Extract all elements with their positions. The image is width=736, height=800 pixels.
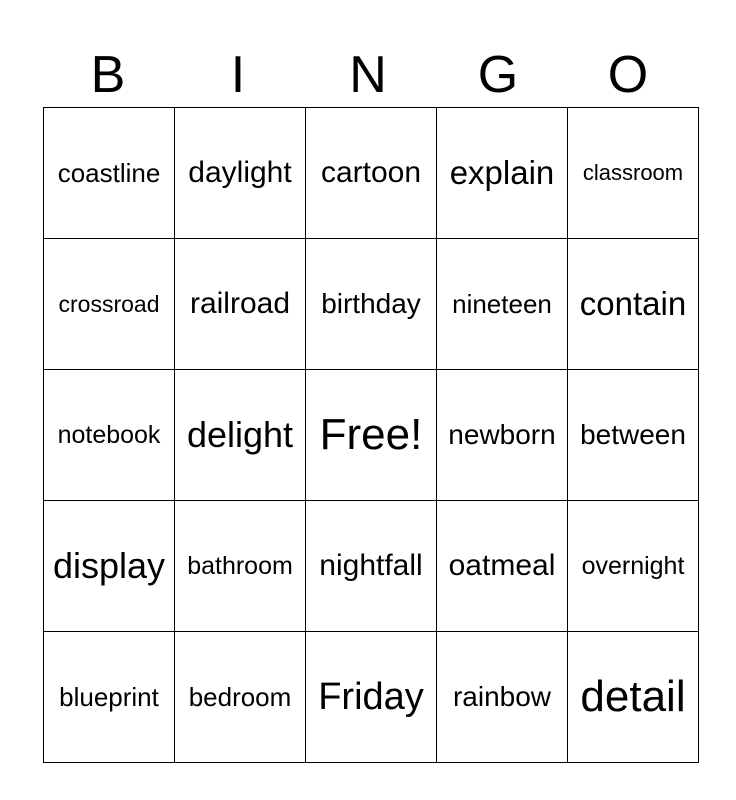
- bingo-cell[interactable]: notebook: [44, 370, 175, 501]
- bingo-cell[interactable]: classroom: [568, 108, 699, 239]
- board-row: [44, 501, 699, 632]
- bingo-cell[interactable]: crossroad: [44, 239, 175, 370]
- board-row: [44, 370, 699, 501]
- bingo-cell[interactable]: contain: [568, 239, 699, 370]
- bingo-cell[interactable]: newborn: [437, 370, 568, 501]
- bingo-cell[interactable]: birthday: [306, 239, 437, 370]
- bingo-cell[interactable]: bedroom: [175, 632, 306, 763]
- free-cell[interactable]: Free!: [306, 370, 437, 501]
- bingo-cell[interactable]: rainbow: [437, 632, 568, 763]
- board-row: [44, 108, 699, 239]
- header-letter-o: O: [607, 46, 649, 104]
- bingo-cell[interactable]: explain: [437, 108, 568, 239]
- bingo-cell[interactable]: nineteen: [437, 239, 568, 370]
- board-row: [44, 632, 699, 763]
- bingo-cell[interactable]: display: [44, 501, 175, 632]
- header-letter-g: G: [477, 46, 519, 104]
- bingo-header: [43, 44, 693, 106]
- bingo-cell[interactable]: Friday: [306, 632, 437, 763]
- bingo-cell[interactable]: railroad: [175, 239, 306, 370]
- bingo-cell[interactable]: cartoon: [306, 108, 437, 239]
- header-letter-b: B: [90, 46, 126, 104]
- bingo-cell[interactable]: oatmeal: [437, 501, 568, 632]
- bingo-cell[interactable]: nightfall: [306, 501, 437, 632]
- bingo-cell[interactable]: bathroom: [175, 501, 306, 632]
- bingo-cell[interactable]: daylight: [175, 108, 306, 239]
- board-row: [44, 239, 699, 370]
- header-letter-i: I: [230, 46, 246, 104]
- bingo-cell[interactable]: between: [568, 370, 699, 501]
- bingo-cell[interactable]: delight: [175, 370, 306, 501]
- bingo-cell[interactable]: coastline: [44, 108, 175, 239]
- header-letter-n: N: [349, 46, 387, 104]
- bingo-cell[interactable]: overnight: [568, 501, 699, 632]
- bingo-cell[interactable]: detail: [568, 632, 699, 763]
- bingo-board: [43, 107, 699, 763]
- bingo-cell[interactable]: blueprint: [44, 632, 175, 763]
